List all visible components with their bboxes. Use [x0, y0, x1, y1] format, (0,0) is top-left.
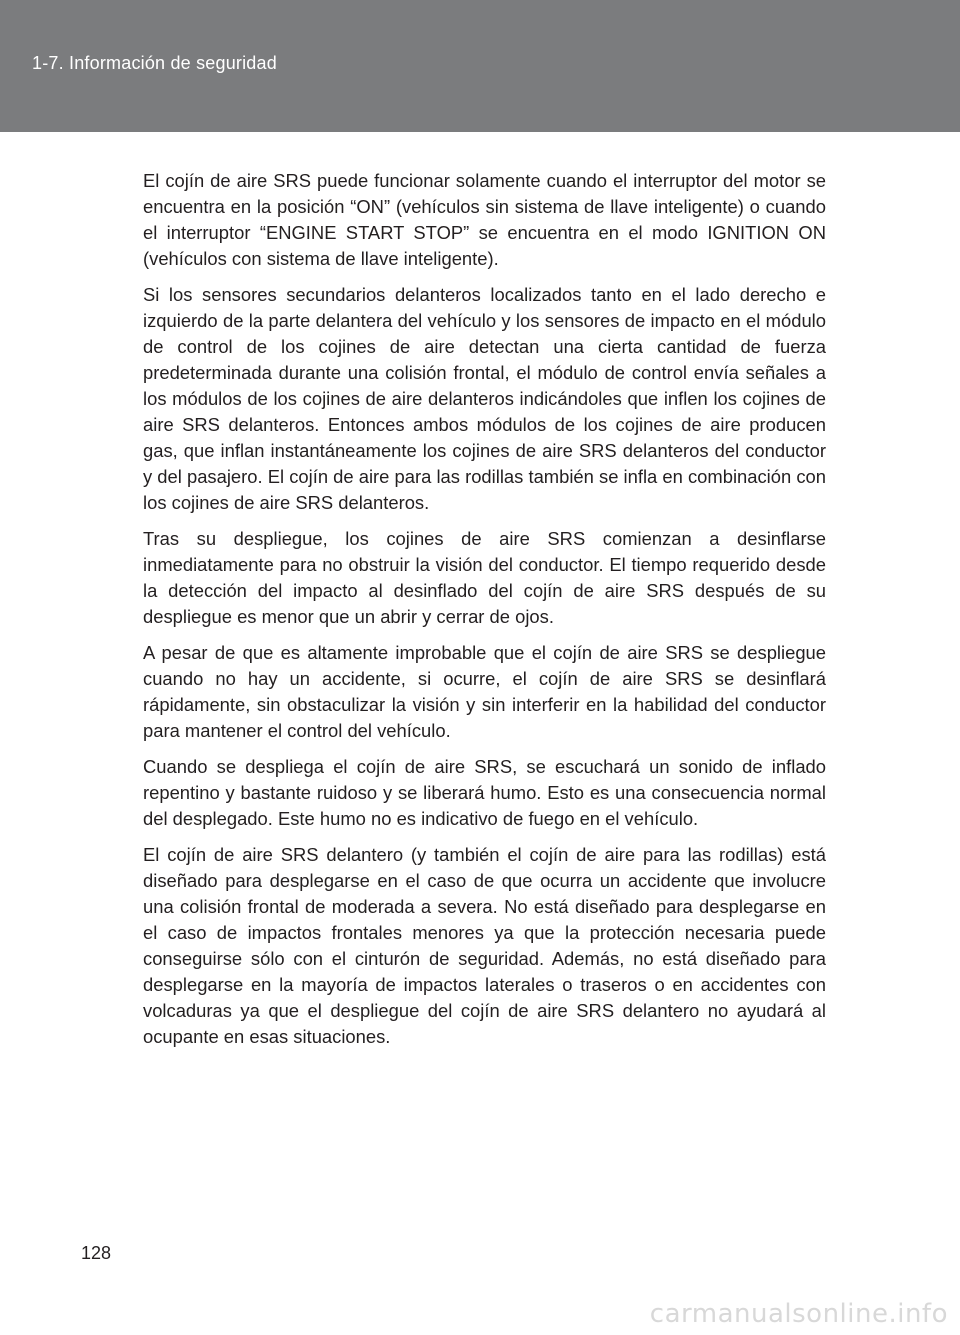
paragraph-accidental-deployment: A pesar de que es altamente improbable que el cojín de aire SRS se despliegue cuando no hay un accidente, si ocurre, el cojín de aire SRS se desinflará rápidamente, sin obstaculizar la visión y sin interferir en la habilidad del conductor para mantener el control del vehículo.	[143, 642, 826, 741]
paragraph-deployment-conditions: El cojín de aire SRS delantero (y también el cojín de aire para las rodillas) está diseñado para desplegarse en el caso de que ocurra un accidente que involucre una colisión frontal de moderada a severa. No está diseñado para desplegarse en el caso de impactos frontales menores ya que la protección necesaria puede conseguirse sólo con el cinturón de seguridad. Además, no está diseñado para desplegarse en la mayoría de impactos laterales o traseros o en accidentes con volcaduras ya que el despliegue del cojín de aire SRS delantero no ayudará al ocupante en esas situaciones.	[143, 844, 826, 1047]
watermark: carmanualsonline.info	[649, 1299, 948, 1329]
page-number: 128	[80, 1243, 112, 1263]
page-body	[143, 168, 826, 1060]
paragraph-sound-smoke: Cuando se despliega el cojín de aire SRS, se escuchará un sonido de inflado repentino y bastante ruidoso y se liberará humo. Esto es una consecuencia normal del desplegado. Este humo no es indicativo de fuego en el vehículo.	[143, 756, 826, 829]
section-title: 1-7. Información de seguridad	[32, 53, 277, 73]
paragraph-sensors: Si los sensores secundarios delanteros localizados tanto en el lado derecho e izquierdo de la parte delantera del vehículo y los sensores de impacto en el módulo de control de los cojines de aire detectan una cierta cantidad de fuerza predeterminada durante una colisión frontal, el módulo de control envía señales a los módulos de los cojines de aire delanteros indicándoles que inflen los cojines de aire SRS delanteros. Entonces ambos módulos de los cojines de aire producen gas, que inflan instantáneamente los cojines de aire SRS delanteros del conductor y del pasajero. El cojín de aire para las rodillas también se infla en combinación con los cojines de aire SRS delanteros.	[143, 284, 826, 513]
section-header-band	[0, 0, 960, 132]
paragraph-activation: El cojín de aire SRS puede funcionar solamente cuando el interruptor del motor se encuentra en la posición “ON” (vehículos sin sistema de llave inteligente) o cuando el interruptor “ENGINE START STOP” se encuentra en el modo IGNITION ON (vehículos con sistema de llave inteligente).	[143, 170, 826, 269]
paragraph-deflation: Tras su despliegue, los cojines de aire SRS comienzan a desinflarse inmediatamente para no obstruir la visión del conductor. El tiempo requerido desde la detección del impacto al desinflado del cojín de aire SRS después de su despliegue es menor que un abrir y cerrar de ojos.	[143, 528, 826, 627]
